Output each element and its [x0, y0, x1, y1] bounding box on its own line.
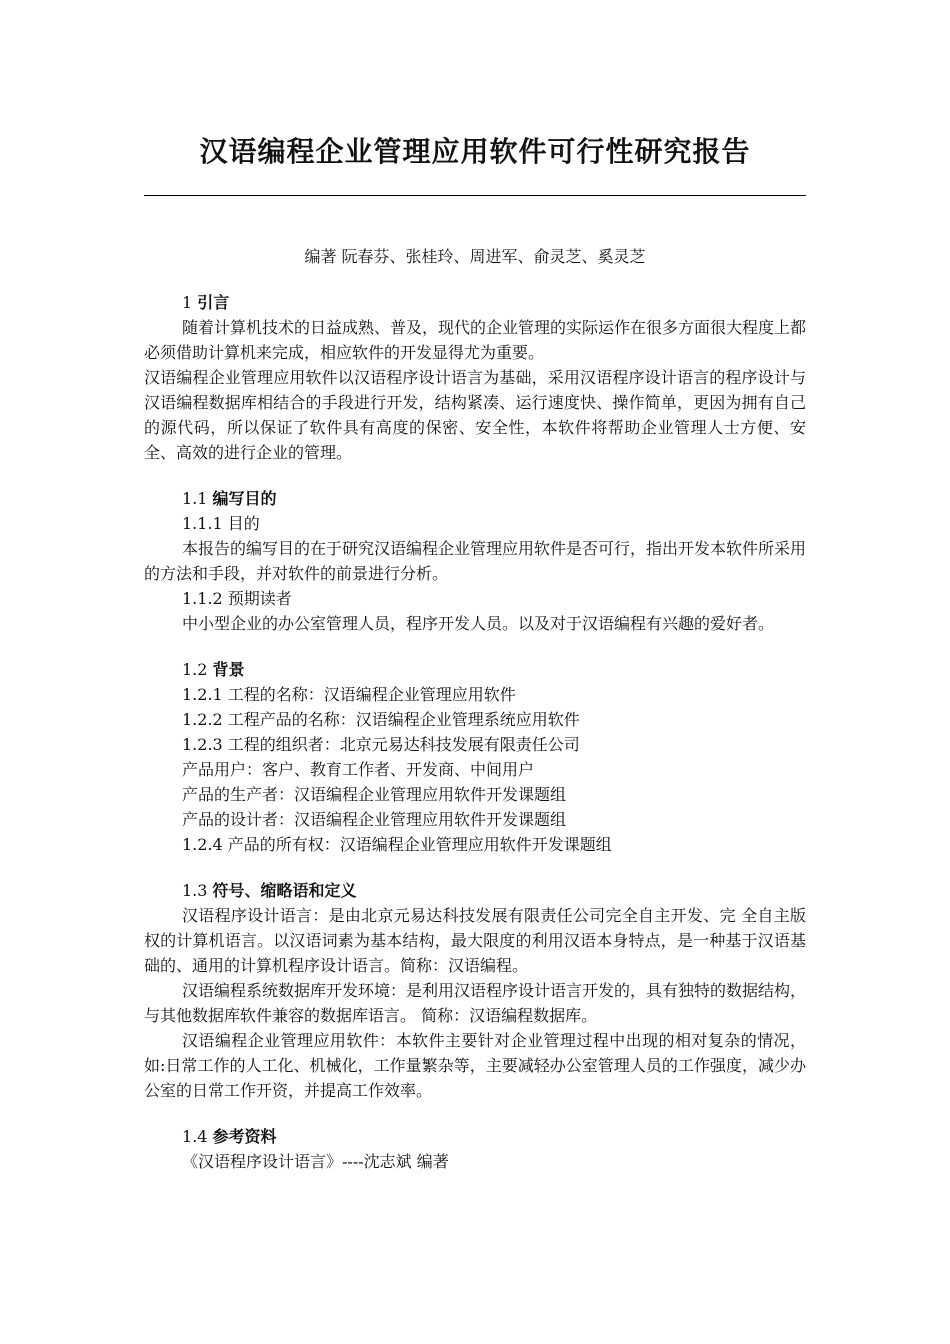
heading-text: 符号、缩略语和定义 [212, 881, 357, 900]
heading-number: 1.3 [182, 881, 213, 900]
purpose-paragraph: 本报告的编写目的在于研究汉语编程企业管理应用软件是否可行，指出开发本软件所采用的方法和手段，并对软件的前景进行分析。 [144, 539, 807, 583]
heading-text: 参考资料 [212, 1127, 277, 1146]
background-line: 1.2.1 工程的名称：汉语编程企业管理应用软件 [182, 685, 516, 704]
spacer [144, 465, 806, 486]
reference-item: 《汉语程序设计语言》----沈志斌 编著 [182, 1152, 449, 1171]
heading-number: 1 [182, 293, 198, 312]
readers-paragraph: 中小型企业的办公室管理人员，程序开发人员。以及对于汉语编程有兴趣的爱好者。 [182, 614, 775, 633]
background-line: 产品用户：客户、教育工作者、开发商、中间用户 [182, 760, 535, 779]
heading-number: 1.2 [182, 660, 213, 679]
background-line: 产品的生产者：汉语编程企业管理应用软件开发课题组 [182, 785, 567, 804]
heading-purpose [144, 486, 806, 511]
subheading-purpose: 1.1.1 目的 [182, 514, 260, 533]
heading-text: 引言 [197, 293, 230, 312]
document-title: 汉语编程企业管理应用软件可行性研究报告 [199, 135, 751, 168]
intro-paragraph-1: 随着计算机技术的日益成熟、普及，现代的企业管理的实际运作在很多方面很大程度上都必须借助计算机来完成，相应软件的开发显得尤为重要。 [144, 318, 807, 362]
heading-definitions [144, 878, 806, 903]
title-divider [144, 195, 806, 196]
definition-paragraph-2: 汉语编程系统数据库开发环境：是利用汉语程序设计语言开发的，具有独特的数据结构，与其他数据库软件兼容的数据库语言。 简称：汉语编程数据库。 [144, 981, 807, 1025]
background-line: 1.2.4 产品的所有权：汉语编程企业管理应用软件开发课题组 [182, 835, 612, 854]
subheading-readers: 1.1.2 预期读者 [182, 589, 292, 608]
heading-references [144, 1124, 806, 1149]
document-body [144, 290, 806, 1174]
heading-introduction [144, 290, 806, 315]
spacer [144, 857, 806, 878]
heading-background [144, 657, 806, 682]
background-line: 1.2.3 工程的组织者：北京元易达科技发展有限责任公司 [182, 735, 580, 754]
spacer [144, 1103, 806, 1124]
definition-paragraph-3: 汉语编程企业管理应用软件：本软件主要针对企业管理过程中出现的相对复杂的情况，如:日常工作的人工化、机械化，工作量繁杂等，主要减轻办公室管理人员的工作强度，减少办公室的日常工作开资，并提高工作效率。 [144, 1031, 806, 1100]
heading-text: 背景 [212, 660, 245, 679]
background-line: 1.2.2 工程产品的名称：汉语编程企业管理系统应用软件 [182, 710, 580, 729]
heading-text: 编写目的 [212, 489, 277, 508]
heading-number: 1.1 [182, 489, 213, 508]
background-line: 产品的设计者：汉语编程企业管理应用软件开发课题组 [182, 810, 567, 829]
authors-line: 编著 阮春芬、张桂玲、周进军、俞灵芝、奚灵芝 [304, 247, 646, 266]
intro-paragraph-2: 汉语编程企业管理应用软件以汉语程序设计语言为基础，采用汉语程序设计语言的程序设计与汉语编程数据库相结合的手段进行开发，结构紧凑、运行速度快、操作简单，更因为拥有自己的源代码，所以保证了软件具有高度的保密、安全性，本软件将帮助企业管理人士方便、安全、高效的进行企业的管理。 [144, 368, 806, 462]
definition-paragraph-1: 汉语程序设计语言：是由北京元易达科技发展有限责任公司完全自主开发、完 全自主版权的计算机语言。以汉语词素为基本结构，最大限度的利用汉语本身特点，是一种基于汉语基础的、通用的计算机程序设计语言。简称：汉语编程。 [144, 906, 806, 975]
spacer [144, 636, 806, 657]
heading-number: 1.4 [182, 1127, 213, 1146]
